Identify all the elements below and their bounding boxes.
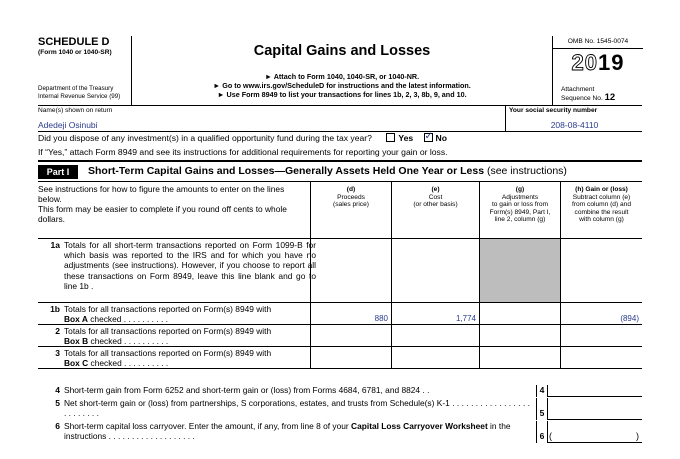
column-g-header bbox=[479, 182, 560, 239]
line-1a-cost-field[interactable] bbox=[391, 239, 479, 302]
line-number: 4 bbox=[55, 385, 60, 395]
column-g-text: Adjustments to gain or loss from Form(s) 8949, Part I, line 2, column (g) bbox=[489, 193, 551, 223]
column-header-row bbox=[38, 182, 642, 239]
qof-question bbox=[38, 133, 447, 143]
line-1b-gain-loss-value: (894) bbox=[620, 314, 639, 323]
column-h-text: Subtract column (e) from column (d) and combine the result with column (g) bbox=[572, 193, 631, 223]
form-header bbox=[38, 36, 642, 106]
yes-checkbox[interactable] bbox=[386, 133, 395, 142]
tax-year-prefix: 20 bbox=[571, 50, 598, 75]
line-1b-adjustment-field[interactable] bbox=[479, 303, 560, 324]
tax-year-suffix: 19 bbox=[598, 50, 625, 75]
omb-number: OMB No. 1545-0074 bbox=[553, 36, 643, 49]
no-label: No bbox=[435, 133, 447, 143]
line-number: 6 bbox=[55, 421, 60, 431]
line-number: 3 bbox=[55, 348, 60, 358]
ssn-block bbox=[505, 106, 642, 132]
line-box-number: 6 bbox=[536, 421, 548, 443]
title-block bbox=[132, 36, 552, 106]
line-6 bbox=[38, 421, 642, 443]
box-label: Box A bbox=[64, 314, 88, 325]
line-1b-proceeds-value: 880 bbox=[374, 314, 388, 323]
line-number: 5 bbox=[55, 398, 60, 408]
schedule-form-ref: (Form 1040 or 1040-SR) bbox=[38, 49, 112, 56]
close-paren: ) bbox=[636, 431, 639, 441]
ssn-field[interactable]: 208-08-4110 bbox=[550, 120, 599, 130]
line-1b-gain-loss-field[interactable] bbox=[560, 303, 642, 324]
column-e-header bbox=[391, 182, 479, 239]
line-description bbox=[64, 326, 316, 346]
sequence-label: Sequence No. bbox=[561, 95, 603, 102]
line-4 bbox=[38, 385, 642, 397]
table-row bbox=[38, 239, 642, 303]
table-row bbox=[38, 303, 642, 325]
line-2-cost-field[interactable] bbox=[391, 325, 479, 346]
line-1b-cost-field[interactable] bbox=[391, 303, 479, 324]
line-tail: in the instructions . . . . . . . . . . . . . . . . . . . bbox=[64, 421, 511, 442]
line-1a-adjustment-shaded bbox=[479, 239, 560, 302]
line-text: Totals for all transactions reported on Form(s) 8949 with bbox=[64, 304, 272, 314]
line-3-cost-field[interactable] bbox=[391, 347, 479, 368]
line-text: Short-term capital loss carryover. Enter the amount, if any, from line 8 of your bbox=[64, 421, 349, 431]
attachment-label: Attachment bbox=[561, 86, 595, 93]
taxpayer-name-field[interactable]: Adedeji Osinubi bbox=[38, 120, 98, 130]
column-e-letter: (e) bbox=[431, 186, 440, 193]
line-3-gain-loss-field[interactable] bbox=[560, 347, 642, 368]
column-d-text: Proceeds (sales price) bbox=[333, 193, 369, 208]
worksheet-label: Capital Loss Carryover Worksheet bbox=[351, 421, 488, 431]
form-title: Capital Gains and Losses bbox=[253, 43, 431, 59]
column-d-letter: (d) bbox=[346, 186, 356, 193]
line-1a-proceeds-field[interactable] bbox=[310, 239, 391, 302]
line-2-adjustment-field[interactable] bbox=[479, 325, 560, 346]
name-label: Name(s) shown on return bbox=[38, 107, 113, 114]
part-1-heading bbox=[38, 160, 642, 182]
schedule-id-block bbox=[38, 36, 132, 106]
part-1-title-note: (see instructions) bbox=[486, 165, 567, 177]
omb-block bbox=[552, 36, 642, 106]
ssn-label: Your social security number bbox=[509, 107, 598, 114]
line-description bbox=[64, 421, 530, 441]
sequence-number: 12 bbox=[604, 92, 616, 103]
line-3-proceeds-field[interactable] bbox=[310, 347, 391, 368]
column-d-header bbox=[310, 182, 391, 239]
line-box-number: 4 bbox=[536, 385, 548, 397]
department-line-2: Internal Revenue Service (99) bbox=[38, 93, 121, 100]
line-description: Net short-term gain or (loss) from partnerships, S corporations, estates, and trusts from Schedule(s) K-1 . . . . . . . . . . . . . . . . . . . . . . . . . bbox=[64, 398, 530, 419]
part-1-title bbox=[88, 165, 567, 177]
qof-followup: If “Yes,” attach Form 8949 and see its instructions for additional requirements for reporting your gain or loss. bbox=[38, 147, 448, 157]
line-text: Totals for all transactions reported on Form(s) 8949 with bbox=[64, 348, 272, 358]
line-description: Short-term gain from Form 6252 and short-term gain or (loss) from Forms 4684, 6781, and 8824 . . bbox=[64, 385, 430, 395]
line-6-amount-field[interactable] bbox=[548, 421, 642, 443]
line-5-amount-field[interactable] bbox=[548, 398, 642, 420]
line-box-number: 5 bbox=[536, 398, 548, 420]
instruction-2: ► Go to www.irs.gov/ScheduleD for instructions and the latest information. bbox=[213, 81, 471, 90]
line-4-amount-field[interactable] bbox=[548, 385, 642, 397]
line-1a-gain-loss-field[interactable] bbox=[560, 239, 642, 302]
table-row bbox=[38, 325, 642, 347]
instruction-1: ► Attach to Form 1040, 1040-SR, or 1040-NR. bbox=[264, 72, 420, 81]
column-h-letter: (h) Gain or (loss) bbox=[575, 186, 628, 193]
attachment-sequence bbox=[561, 86, 615, 103]
line-2-proceeds-field[interactable] bbox=[310, 325, 391, 346]
column-header-description: See instructions for how to figure the amounts to enter on the lines below. This form may be easier to complete if you round off cents to whole dollars. bbox=[38, 184, 287, 224]
no-checkbox[interactable] bbox=[424, 133, 433, 142]
qof-question-text: Did you dispose of any investment(s) in a qualified opportunity fund during the tax year? bbox=[38, 133, 372, 143]
yes-label: Yes bbox=[398, 133, 414, 143]
line-tail: checked . . . . . . . . . . bbox=[87, 314, 168, 325]
line-description bbox=[64, 348, 316, 368]
department-line-1: Department of the Treasury bbox=[38, 85, 114, 92]
line-5 bbox=[38, 398, 642, 420]
column-g-letter: (g) bbox=[515, 186, 525, 193]
line-number: 2 bbox=[55, 326, 60, 336]
line-text: Totals for all transactions reported on Form(s) 8949 with bbox=[64, 326, 272, 336]
column-e-text: Cost (or other basis) bbox=[413, 193, 458, 208]
name-row bbox=[38, 106, 642, 132]
department-label bbox=[38, 85, 120, 101]
line-1b-cost-value: 1,774 bbox=[455, 314, 476, 323]
box-label: Box B bbox=[64, 336, 89, 347]
part-1-title-text: Short-Term Capital Gains and Losses—Generally Assets Held One Year or Less bbox=[88, 165, 485, 177]
schedule-title: SCHEDULE D bbox=[38, 36, 110, 48]
line-1b-proceeds-field[interactable] bbox=[310, 303, 391, 324]
line-description bbox=[64, 304, 316, 324]
line-number: 1a bbox=[50, 240, 60, 250]
instruction-3: ► Use Form 8949 to list your transactions for lines 1b, 2, 3, 8b, 9, and 10. bbox=[217, 90, 467, 99]
line-3-adjustment-field[interactable] bbox=[479, 347, 560, 368]
open-paren: ( bbox=[549, 431, 552, 441]
tax-year bbox=[553, 50, 643, 76]
box-label: Box C bbox=[64, 358, 89, 369]
line-number: 1b bbox=[50, 304, 60, 314]
line-tail: checked . . . . . . . . . . bbox=[88, 336, 169, 347]
part-1-badge: Part I bbox=[38, 165, 78, 179]
table-row bbox=[38, 347, 642, 369]
line-description: Totals for all short-term transactions reported on Form 1099-B for which basis was reported to the IRS and for which you have no adjustments (see instructions). However, if you choose to report all these transactions on Form 8949, leave this line blank and go to line 1b . bbox=[64, 240, 316, 291]
column-h-header bbox=[560, 182, 642, 239]
line-2-gain-loss-field[interactable] bbox=[560, 325, 642, 346]
line-tail: checked . . . . . . . . . . bbox=[88, 358, 169, 369]
